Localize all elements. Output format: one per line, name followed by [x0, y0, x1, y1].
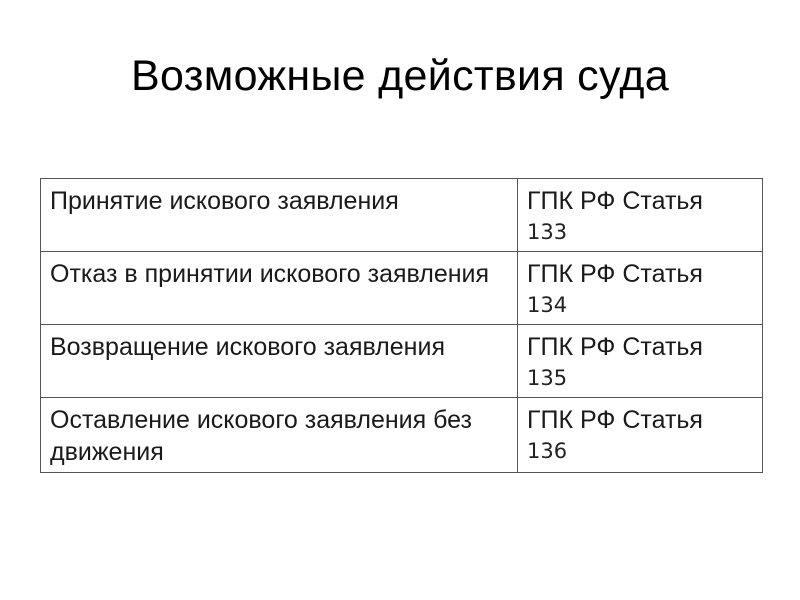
article-number: 135 — [527, 366, 568, 390]
table-row — [41, 252, 763, 325]
article-number: 133 — [527, 220, 568, 244]
article-number: 134 — [527, 293, 568, 317]
action-cell: Отказ в принятии искового заявления — [41, 252, 518, 325]
law-reference-label: ГПК РФ Статья — [527, 260, 703, 288]
court-actions-table — [40, 178, 763, 473]
page-title: Возможные действия суда — [131, 52, 669, 100]
law-reference-label: ГПК РФ Статья — [527, 406, 703, 434]
table-row — [41, 325, 763, 398]
law-reference-cell — [518, 252, 763, 325]
action-cell: Возвращение искового заявления — [41, 325, 518, 398]
table-row — [41, 179, 763, 252]
law-reference-label: ГПК РФ Статья — [527, 333, 703, 361]
action-cell: Принятие искового заявления — [41, 179, 518, 252]
article-number: 136 — [527, 439, 568, 463]
table-row — [41, 398, 763, 473]
action-cell: Оставление искового заявления без движения — [41, 398, 518, 473]
law-reference-cell — [518, 398, 763, 473]
law-reference-cell — [518, 325, 763, 398]
law-reference-cell — [518, 179, 763, 252]
law-reference-label: ГПК РФ Статья — [527, 187, 703, 215]
